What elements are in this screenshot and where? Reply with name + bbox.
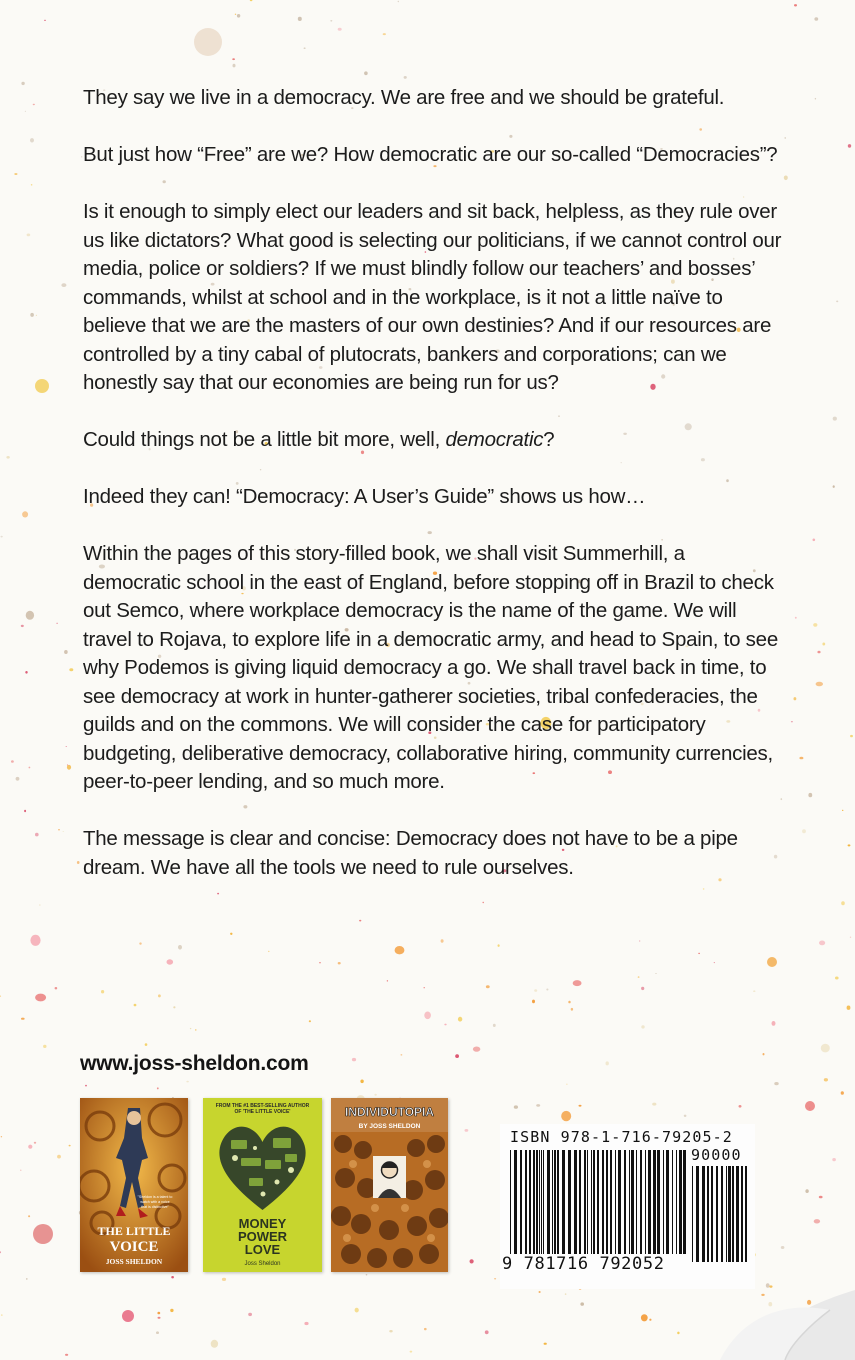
book1-quote-line2: watch with a voice — [140, 1200, 170, 1204]
blurb-paragraph-7: The message is clear and concise: Democracy does not have to be a pipe dream. We have all the tools we need to rule ourselves. — [83, 827, 738, 879]
blurb-paragraph-1: They say we live in a democracy. We are free and we should be grateful. — [83, 86, 725, 109]
addon-barcode-bars — [692, 1166, 750, 1262]
ean-barcode-bars — [510, 1150, 686, 1262]
book1-quote-line3: that is distinctive" — [141, 1205, 169, 1209]
blurb-paragraph-5: Indeed they can! “Democracy: A User’s Guide” shows us how… — [83, 485, 646, 508]
book1-title-line2: VOICE — [109, 1239, 159, 1255]
book-cover-individutopia[interactable] — [331, 1098, 448, 1272]
book2-title-line2: POWER — [237, 1229, 288, 1244]
blurb-paragraph-3: Is it enough to simply elect our leaders and sit back, helpless, as they rule over us like dictators? What good is selecting our politicians, if we cannot control our media, police or soldiers? If we must blindly follow our teachers’ and bosses’ commands, whilst at school and in the workplace, is it not a little naïve to believe that we are the masters of our own destinies? And if our resources are controlled by a tiny cabal of plutocrats, bankers and corporations; can we honestly say that our economies are being run for us? — [83, 200, 782, 394]
website-link[interactable]: www.joss-sheldon.com — [80, 1052, 309, 1075]
book1-quote-line1: "Sheldon is a talent to — [137, 1195, 173, 1199]
price-addon-code: 90000 — [691, 1146, 742, 1164]
isbn-number: ISBN 978-1-716-79205-2 — [510, 1128, 733, 1146]
book-cover-the-little-voice[interactable] — [80, 1098, 188, 1272]
blurb-emphasis-democratic: democratic — [445, 428, 544, 451]
book2-title-line1: MONEY — [238, 1216, 287, 1231]
book3-author: BY JOSS SHELDON — [358, 1123, 421, 1130]
book2-title-line3: LOVE — [244, 1242, 281, 1257]
blurb-paragraph-2: But just how “Free” are we? How democratic are our so-called “Democracies”? — [83, 143, 778, 166]
ean-digits: 9 781716 792052 — [502, 1254, 665, 1274]
book1-author: JOSS SHELDON — [105, 1257, 163, 1266]
book2-author: Joss Sheldon — [244, 1261, 281, 1267]
book-cover-money-power-love[interactable] — [203, 1098, 322, 1272]
book1-title-line1: THE LITTLE — [97, 1224, 171, 1238]
book2-tagline-line1: FROM THE #1 BEST-SELLING AUTHOR — [215, 1103, 310, 1109]
back-cover-blurb — [83, 84, 783, 882]
blurb-paragraph-4 — [83, 426, 783, 455]
page-curl-decoration — [700, 1250, 855, 1360]
blurb-paragraph-4-end: ? — [543, 428, 555, 451]
book3-title: INDIVIDUTOPIA — [344, 1105, 435, 1119]
blurb-paragraph-6: Within the pages of this story-filled book, we shall visit Summerhill, a democratic school in the east of England, before stopping off in Brazil to check out Semco, where workplace democracy is the name of the game. We will travel to Rojava, to explore life in a democratic army, and head to Spain, to see why Podemos is giving liquid democracy a go. We shall travel back in time, to see democracy at work in hunter-gatherer societies, tribal confederacies, the guilds and on the commons. We will consider the case for participatory budgeting, deliberative democracy, collaborative hiring, community currencies, peer-to-peer lending, and so much more. — [83, 542, 778, 793]
blurb-paragraph-4-start: Could things not be a little bit more, well, — [83, 428, 446, 451]
book2-tagline-line2: OF 'THE LITTLE VOICE' — [234, 1109, 291, 1115]
